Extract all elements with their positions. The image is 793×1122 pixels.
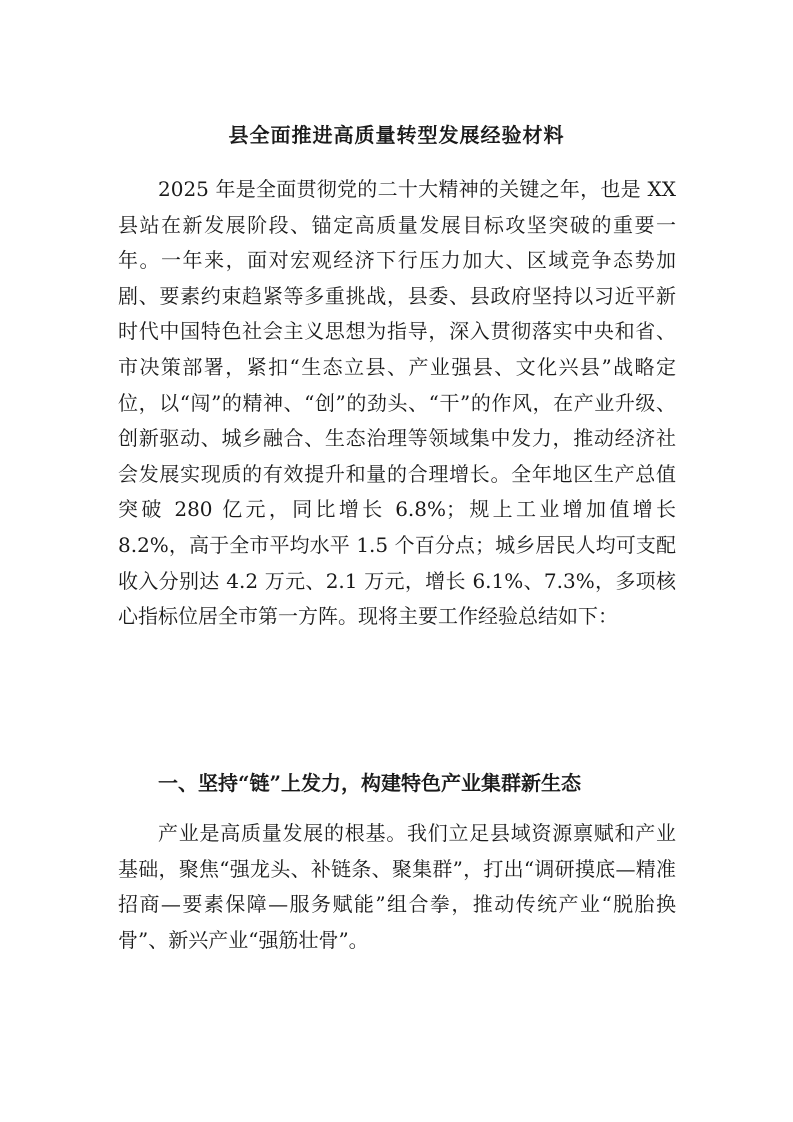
section-1-paragraph: 产业是高质量发展的根基。我们立足县域资源禀赋和产业基础，聚焦“强龙头、补链条、聚集群”，打出“调研摸底—精准招商—要素保障—服务赋能”组合拳，推动传统产业“脱胎换骨”、新兴产业“强筋壮骨”。 [118,821,676,952]
document-title: 县全面推进高质量转型发展经验材料 [228,123,565,147]
intro-paragraph: 2025 年是全面贯彻党的二十大精神的关键之年，也是 XX 县站在新发展阶段、锚定高质量发展目标攻坚突破的重要一年。一年来，面对宏观经济下行压力加大、区域竞争态势加剧、要素约束趋紧等多重挑战，县委、县政府坚持以习近平新时代中国特色社会主义思想为指导，深入贯彻落实中央和省、市决策部署，紧扣“生态立县、产业强县、文化兴县”战略定位，以“闯”的精神、“创”的劲头、“干”的作风，在产业升级、创新驱动、城乡融合、生态治理等领域集中发力，推动经济社会发展实现质的有效提升和量的合理增长。全年地区生产总值突破 280 亿元，同比增长 6.8%；规上工业增加值增长 8.2%，高于全市平均水平 1.5 个百分点；城乡居民人均可支配收入分别达 4.2 万元、2.1 万元，增长 6.1%、7.3%，多项核心指标位居全市第一方阵。现将主要工作经验总结如下： [118,177,676,629]
section-heading-1: 一、坚持“链”上发力，构建特色产业集群新生态 [158,771,582,795]
